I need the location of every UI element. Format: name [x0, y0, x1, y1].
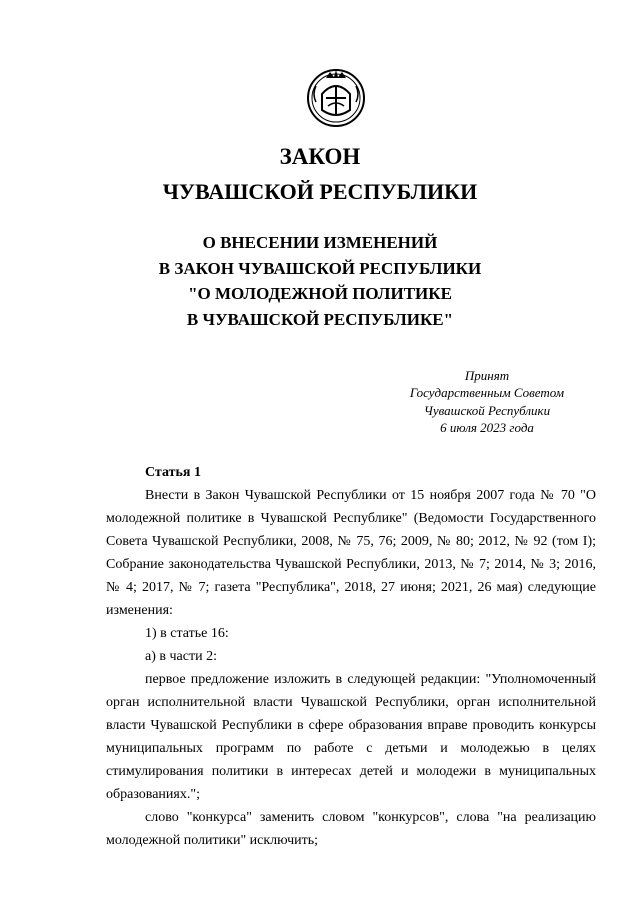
subject-line: "О МОЛОДЕЖНОЙ ПОЛИТИКЕ — [188, 284, 452, 303]
subject-line: В ЧУВАШСКОЙ РЕСПУБЛИКЕ" — [186, 309, 454, 329]
adoption-line: Государственным Советом — [409, 385, 565, 401]
adoption-date: 6 июля 2023 года — [440, 419, 534, 435]
law-subject — [0, 230, 640, 332]
law-republic: ЧУВАШСКОЙ РЕСПУБЛИКИ — [162, 179, 478, 204]
adoption-note — [380, 367, 594, 436]
paragraph: Внести в Закон Чувашской Республики от 15 ноября 2007 года № 70 "О молодежной политике в Чувашской Республике" (Ведомости Государственного Совета Чувашской Республики, 2008, № 75, 76; 2009, № 80; 2012, № 92 (том I); Собрание законодательства Чувашской Республики, 2013, № 7; 2014, № 3; 2016, № 4; 2017, № 7; газета "Республика", 2018, 27 июня; 2021, 26 мая) следующие изменения: — [106, 488, 596, 618]
law-title: ЗАКОН — [279, 144, 361, 169]
law-body — [106, 461, 596, 852]
coat-of-arms-icon — [304, 64, 368, 128]
paragraph: а) в части 2: — [145, 649, 217, 664]
paragraph: первое предложение изложить в следующей редакции: "Уполномоченный орган исполнительной власти Чувашской Республики, орган исполнительной власти Чувашской Республики в сфере образования вправе проводить конкурсы муниципальных программ по работе с детьми и молодежью в целях стимулирования политики в интересах детей и молодежи в муниципальных образованиях."; — [106, 672, 596, 802]
paragraph: слово "конкурса" заменить словом "конкурсов", слова "на реализацию молодежной политики" исключить; — [106, 810, 596, 848]
adoption-line: Принят — [464, 368, 510, 383]
adoption-line: Чувашской Республики — [423, 402, 551, 418]
paragraph: 1) в статье 16: — [145, 626, 229, 641]
subject-line: О ВНЕСЕНИИ ИЗМЕНЕНИЙ — [202, 233, 438, 252]
article-title: Статья 1 — [145, 465, 201, 480]
subject-line: В ЗАКОН ЧУВАШСКОЙ РЕСПУБЛИКИ — [158, 258, 482, 278]
